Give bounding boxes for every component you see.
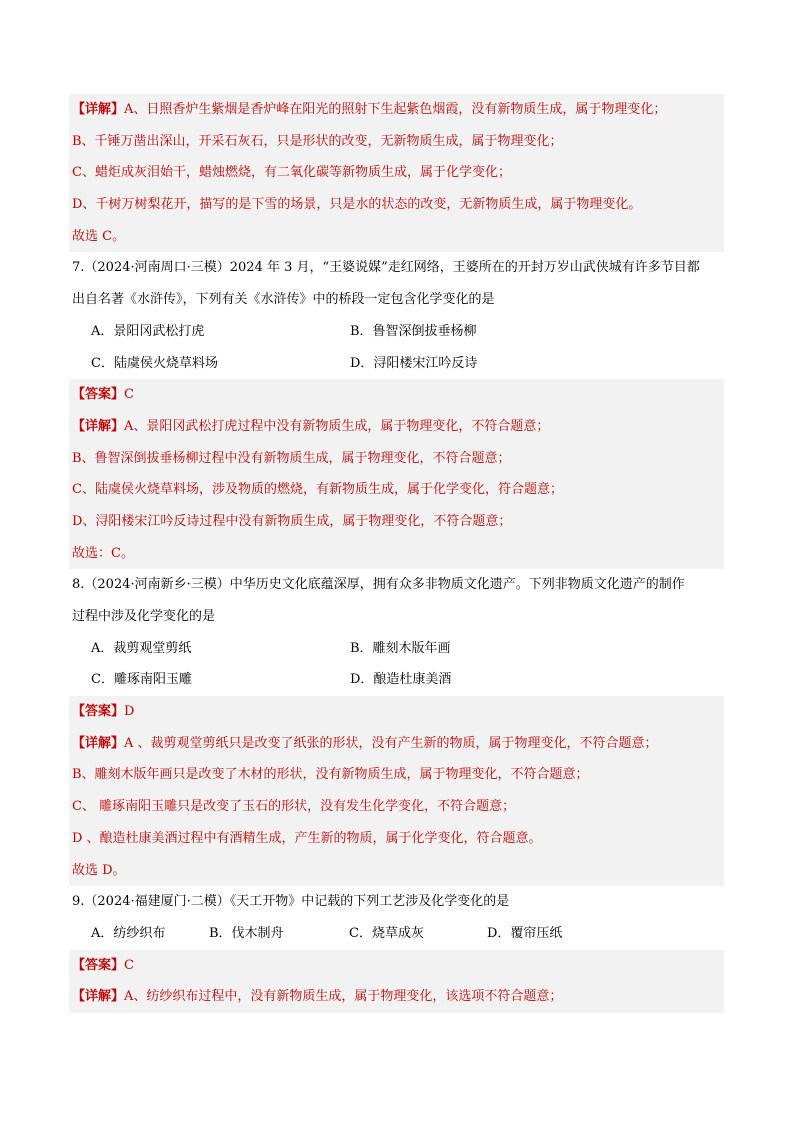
answer-tag: 【答案】 — [72, 957, 125, 973]
prev-detail-line: D、千树万树梨花开，描写的是下雪的场景，只是水的状态的改变，无新物质生成，属于物理变化。 — [72, 197, 642, 213]
prev-detail-line: C、蜡炬成灰泪始干，蜡烛燃烧，有二氧化碳等新物质生成，属于化学变化； — [72, 165, 511, 181]
q8-answer-box — [69, 696, 724, 886]
prev-detail-line: B、千锤万凿出深山，开采石灰石，只是形状的改变，无新物质生成，属于物理变化； — [72, 133, 563, 149]
q9-option-a: A．纺纱织布 — [91, 925, 166, 941]
q7-option-d: D．浔阳楼宋江吟反诗 — [350, 355, 478, 371]
q7-option-a: A．景阳冈武松打虎 — [91, 323, 205, 339]
q8-option-c: C．雕琢南阳玉雕 — [91, 672, 192, 688]
q9-answer: 【答案】C — [72, 957, 134, 973]
q7-options-row2 — [69, 348, 724, 380]
q7-detail-line: 【详解】A、景阳冈武松打虎过程中没有新物质生成，属于物理变化，不符合题意； — [72, 418, 550, 434]
q8-option-a: A．裁剪观堂剪纸 — [91, 640, 192, 656]
q8-options-row2 — [69, 664, 724, 696]
answer-tag: 【答案】 — [72, 387, 125, 403]
q9-answer-box — [69, 950, 724, 1013]
prev-detail-line: 【详解】A、日照香炉生紫烟是香炉峰在阳光的照射下生起紫色烟霞，没有新物质生成，属于物理变化； — [72, 102, 667, 117]
detail-tag: 【详解】 — [72, 418, 125, 434]
detail-tag: 【详解】 — [72, 102, 125, 117]
q7-detail-conclusion: 故选：C。 — [72, 545, 134, 561]
q8-detail-conclusion: 故选 D。 — [72, 862, 126, 878]
q9-detail-line: 【详解】A、纺纱织布过程中，没有新物质生成，属于物理变化，该选项不符合题意； — [72, 989, 563, 1005]
answer-tag: 【答案】 — [72, 704, 125, 720]
q8-stem-line1: 8.（2024·河南新乡·三模）中华历史文化底蕴深厚，拥有众多非物质文化遗产。下列非物质文化遗产的制作 — [72, 577, 685, 593]
q9-option-c: C．烧草成灰 — [349, 925, 424, 941]
q7-detail-line: C、陆虞侯火烧草料场，涉及物质的燃烧，有新物质生成，属于化学变化，符合题意； — [72, 482, 563, 498]
q7-option-b: B．鲁智深倒拔垂杨柳 — [350, 323, 477, 339]
prev-detail-conclusion: 故选 C。 — [72, 228, 126, 244]
detail-tag: 【详解】 — [72, 735, 125, 751]
q7-answer: 【答案】C — [72, 387, 134, 403]
q7-stem-line2: 出自名著《水浒传》，下列有关《水浒传》中的桥段一定包含化学变化的是 — [72, 292, 495, 308]
q8-stem-line2: 过程中涉及化学变化的是 — [72, 609, 216, 624]
q8-detail-line: B、雕刻木版年画只是改变了木材的形状，没有新物质生成，属于物理变化，不符合题意； — [72, 767, 589, 783]
q7-answer-box — [69, 379, 724, 569]
q9-stem-line1: 9.（2024·福建厦门·二模）《天工开物》中记载的下列工艺涉及化学变化的是 — [72, 894, 510, 910]
q7-option-c: C．陆虞侯火烧草料场 — [91, 355, 218, 371]
prev-detail-box — [69, 94, 724, 252]
q9-option-d: D．覆帘压纸 — [487, 925, 563, 941]
q8-options-row1 — [69, 633, 724, 665]
q7-stem-line1: 7.（2024·河南周口·三模）2024 年 3 月，“王婆说媒”走红网络，王婆所在的开封万岁山武侠城有许多节目都 — [72, 260, 700, 276]
q8-option-d: D．酿造杜康美酒 — [350, 672, 452, 688]
q8-detail-line: D 、酿造杜康美酒过程中有酒精生成，产生新的物质，属于化学变化，符合题意。 — [72, 830, 542, 846]
q8-detail-line: C、 雕琢南阳玉雕只是改变了玉石的形状，没有发生化学变化，不符合题意； — [72, 799, 516, 815]
q8-option-b: B．雕刻木版年画 — [350, 640, 451, 656]
q9-option-b: B．伐木制舟 — [209, 925, 284, 941]
document-page — [69, 94, 724, 1013]
q7-detail-line: B、鲁智深倒拔垂杨柳过程中没有新物质生成，属于物理变化，不符合题意； — [72, 450, 511, 466]
q7-options-row1 — [69, 316, 724, 348]
q9-options-row — [69, 918, 724, 950]
q8-detail-line: 【详解】A 、裁剪观堂剪纸只是改变了纸张的形状，没有产生新的物质，属于物理变化，不符合题意； — [72, 735, 658, 751]
q7-detail-line: D、浔阳楼宋江吟反诗过程中没有新物质生成，属于物理变化，不符合题意； — [72, 513, 512, 529]
detail-tag: 【详解】 — [72, 989, 125, 1005]
q8-answer: 【答案】D — [72, 704, 135, 720]
